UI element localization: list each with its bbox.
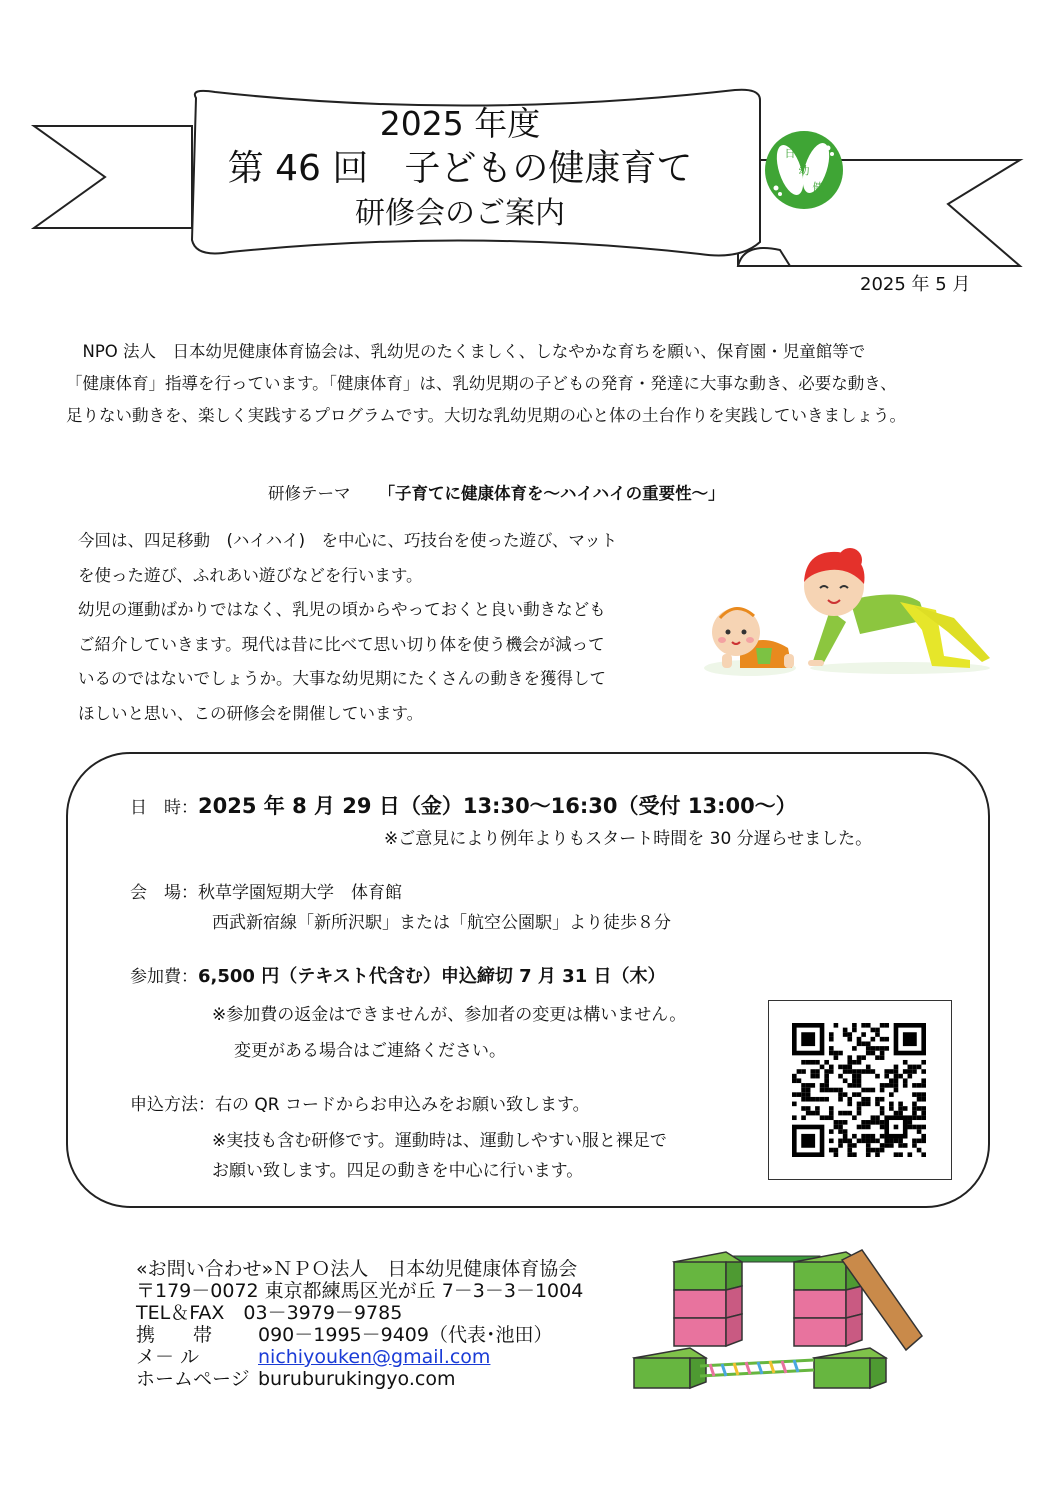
- contact-homepage: [136, 1368, 583, 1390]
- svg-text:日: 日: [784, 147, 796, 160]
- contact-header: «お問い合わせ»ＮＰＯ法人 日本幼児健康体育協会: [136, 1258, 578, 1280]
- svg-text:健: 健: [812, 181, 824, 194]
- description-line: 幼児の運動ばかりではなく、乳児の頃からやっておくと良い動きなども: [78, 600, 606, 619]
- email-label: メ－ ル: [136, 1346, 200, 1368]
- homepage-label: ホームページ: [136, 1368, 250, 1390]
- theme-title: 「子育てに健康体育を～ハイハイの重要性～」: [378, 484, 725, 503]
- banner-event-title: 第 46 回 子どもの健康育て: [227, 148, 693, 189]
- banner-year: 2025 年度: [379, 104, 541, 143]
- banner-subtitle: 研修会のご案内: [355, 196, 565, 231]
- organization-logo: [764, 130, 844, 210]
- fee-row: [130, 962, 665, 988]
- apply-row: [130, 1090, 590, 1115]
- description-line: いるのではないでしょうか。大事な幼児期にたくさんの動きを獲得して: [78, 669, 606, 688]
- apply-note: ※実技も含む研修です。運動時は、運動しやすい服と裸足で: [212, 1131, 667, 1151]
- contact-info: [136, 1258, 583, 1390]
- issue-date: 2025 年 5 月: [860, 274, 971, 295]
- svg-text:幼: 幼: [798, 164, 810, 177]
- venue-value: 秋草学園短期大学 体育館: [198, 883, 402, 903]
- contact-address: 〒179－0072 東京都練馬区光が丘 7－3－3－1004: [136, 1280, 584, 1302]
- fee-label: 参加費：: [130, 967, 198, 987]
- registration-qr-code[interactable]: [792, 1023, 926, 1157]
- intro-line: 「健康体育」指導を行っています。「健康体育」は、乳幼児期の子どもの発育・発達に大事な動き、必要な動き、: [66, 374, 897, 393]
- intro-paragraph: [66, 336, 996, 432]
- training-theme: [268, 480, 725, 504]
- contact-tel-fax: TEL＆FAX 03－3979－9785: [136, 1302, 403, 1324]
- description-line: 今回は、四足移動 (ハイハイ) を中心に、巧技台を使った遊び、マット: [78, 531, 618, 550]
- crawling-illustration: [700, 540, 1000, 690]
- theme-label: 研修テーマ: [268, 484, 351, 503]
- fee-value: 6,500 円（テキスト代含む）申込締切 7 月 31 日（木）: [198, 966, 666, 987]
- apply-label: 申込方法：: [130, 1095, 215, 1115]
- intro-line: NPO 法人 日本幼児健康体育協会は、乳幼児のたくましく、しなやかな育ちを願い、保育園・児童館等で: [66, 342, 866, 361]
- mobile-number: 090－1995－9409（代表･池田）: [258, 1324, 553, 1346]
- intro-line: 足りない動きを、楽しく実践するプログラムです。大切な乳幼児期の心と体の土台作りを実践していきましょう。: [66, 406, 907, 425]
- description-paragraph: [78, 524, 617, 731]
- homepage-url: buruburukingyo.com: [258, 1368, 456, 1390]
- description-line: を使った遊び、ふれあい遊びなどを行います。: [78, 565, 423, 585]
- venue-access: 西武新宿線「新所沢駅」または「航空公園駅」より徒歩８分: [212, 913, 671, 933]
- description-line: ほしいと思い、この研修会を開催しています。: [78, 703, 424, 723]
- gym-equipment-illustration: [630, 1240, 930, 1400]
- fee-note: ※参加費の返金はできませんが、参加者の変更は構いません。: [212, 1005, 687, 1025]
- datetime-note: ※ご意見により例年よりもスタート時間を 30 分遅らせました。: [384, 829, 873, 849]
- fee-note: 変更がある場合はご連絡ください。: [234, 1041, 506, 1061]
- apply-value: 右の QR コードからお申込みをお願い致します。: [215, 1095, 590, 1115]
- venue-label: 会 場：: [130, 883, 198, 903]
- datetime-row: [130, 790, 797, 820]
- contact-mobile: [136, 1324, 583, 1346]
- apply-note: お願い致します。四足の動きを中心に行います。: [212, 1161, 584, 1181]
- mobile-label: 携 帯: [136, 1324, 213, 1346]
- qr-code-frame: [768, 1000, 952, 1180]
- venue-row: [130, 878, 402, 903]
- email-link[interactable]: nichiyouken@gmail.com: [258, 1346, 491, 1368]
- contact-email: [136, 1346, 583, 1368]
- datetime-value: 2025 年 8 月 29 日（金）13:30～16:30（受付 13:00～）: [198, 794, 797, 818]
- datetime-label: 日 時：: [130, 798, 198, 818]
- description-line: ご紹介していきます。現代は昔に比べて思い切り体を使う機会が減って: [78, 634, 605, 654]
